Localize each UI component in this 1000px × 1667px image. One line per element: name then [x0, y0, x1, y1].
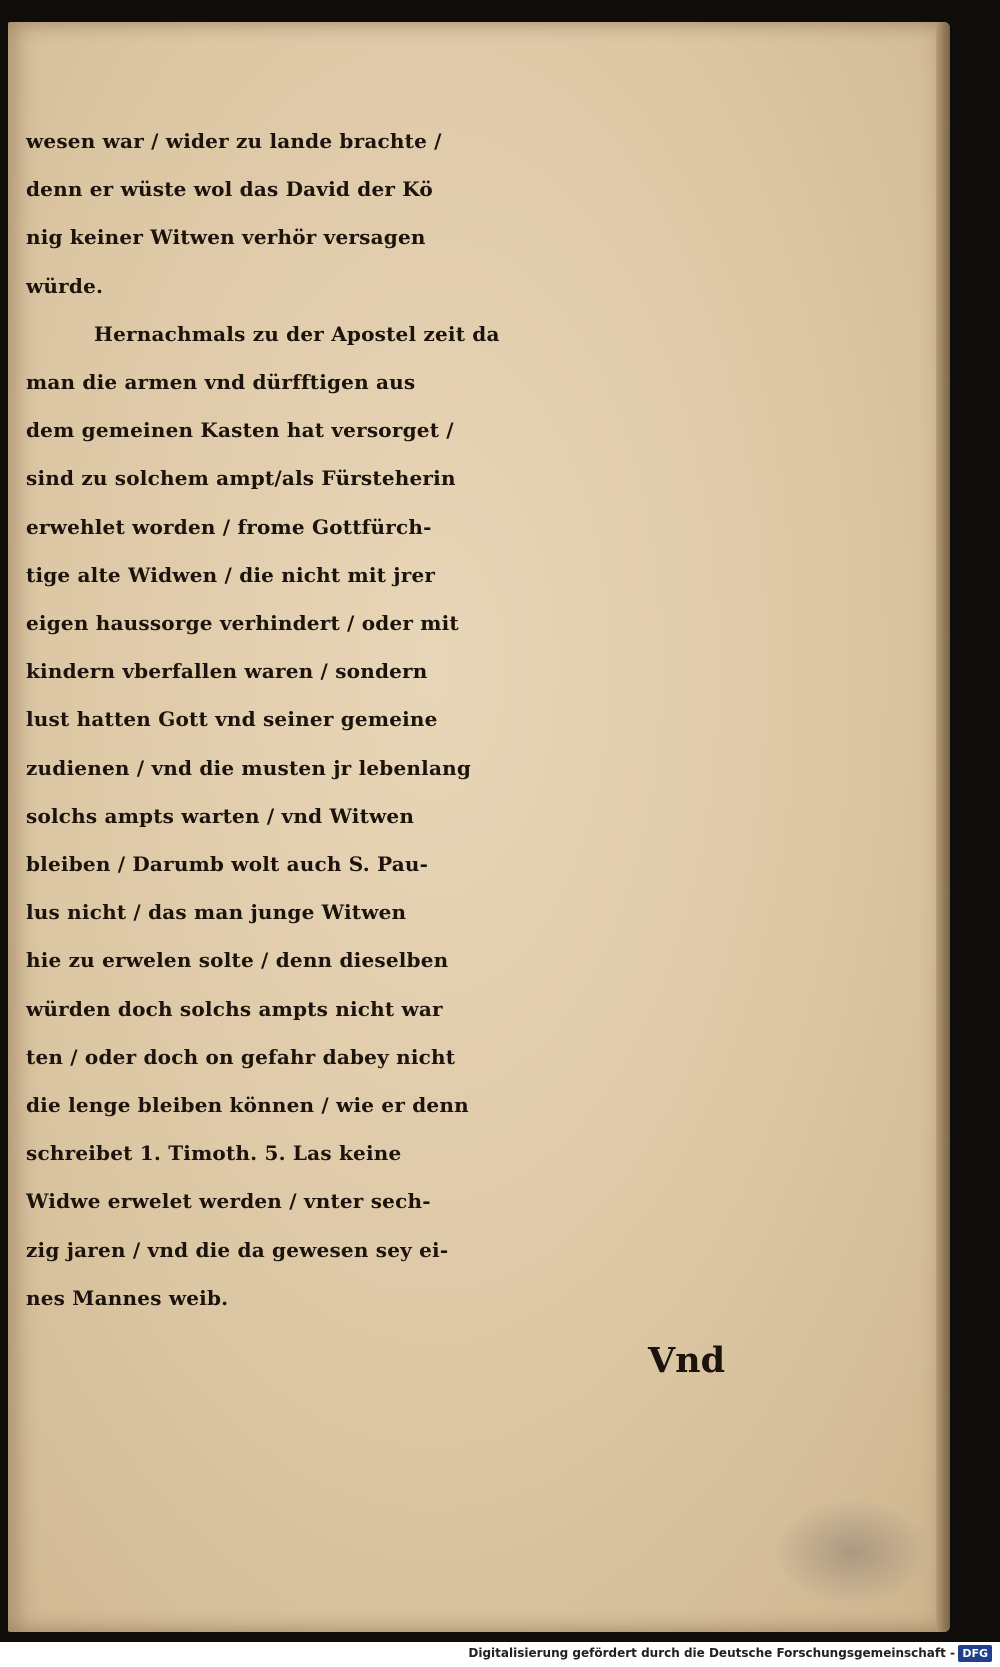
text-line: ten / oder doch on gefahr dabey nicht [26, 1044, 456, 1069]
text-line: nig keiner Witwen verhör versagen [26, 225, 426, 250]
text-line: solchs ampts warten / vnd Witwen [26, 803, 415, 828]
text-line: kindern vberfallen waren / sondern [26, 659, 428, 684]
text-line: wesen war / wider zu lande brachte / [26, 129, 442, 153]
text-line: zudienen / vnd die musten jr lebenlang [26, 755, 472, 780]
catchword: Vnd [648, 1340, 726, 1381]
text-line: Widwe erwelet werden / vnter sech- [26, 1189, 431, 1214]
text-line: lust hatten Gott vnd seiner gemeine [26, 707, 438, 732]
text-line: sind zu solchem ampt/als Fürsteherin [26, 466, 456, 491]
text-block [26, 117, 766, 1322]
text-line: schreibet 1. Timoth. 5. Las keine [26, 1141, 402, 1166]
book-page [8, 22, 950, 1632]
text-line: man die armen vnd dürfftigen aus [26, 370, 416, 395]
text-line: würde. [26, 273, 104, 298]
text-line: würden doch solchs ampts nicht war [26, 996, 443, 1021]
ink-stain [778, 1502, 928, 1602]
page-edge [936, 22, 950, 1632]
text-line: hie zu erwelen solte / denn dieselben [26, 948, 449, 973]
text-line: erwehlet worden / frome Gottfürch- [26, 514, 432, 539]
text-line: zig jaren / vnd die da gewesen sey ei- [26, 1237, 449, 1262]
dfg-logo-icon: DFG [958, 1645, 992, 1662]
digitization-footer [0, 1642, 1000, 1667]
text-line: eigen haussorge verhindert / oder mit [26, 611, 459, 636]
text-line: Hernachmals zu der Apostel zeit da [94, 321, 500, 346]
text-line: dem gemeinen Kasten hat versorget / [26, 418, 454, 443]
text-line: nes Mannes weib. [26, 1285, 229, 1310]
text-line: bleiben / Darumb wolt auch S. Pau- [26, 852, 429, 877]
text-line: die lenge bleiben können / wie er denn [26, 1093, 469, 1118]
funding-credit: Digitalisierung gefördert durch die Deutsche Forschungsgemeinschaft - [468, 1646, 955, 1660]
text-line: denn er wüste wol das David der Kö [26, 177, 433, 202]
text-line: tige alte Widwen / die nicht mit jrer [26, 562, 436, 587]
text-line: lus nicht / das man junge Witwen [26, 900, 407, 925]
